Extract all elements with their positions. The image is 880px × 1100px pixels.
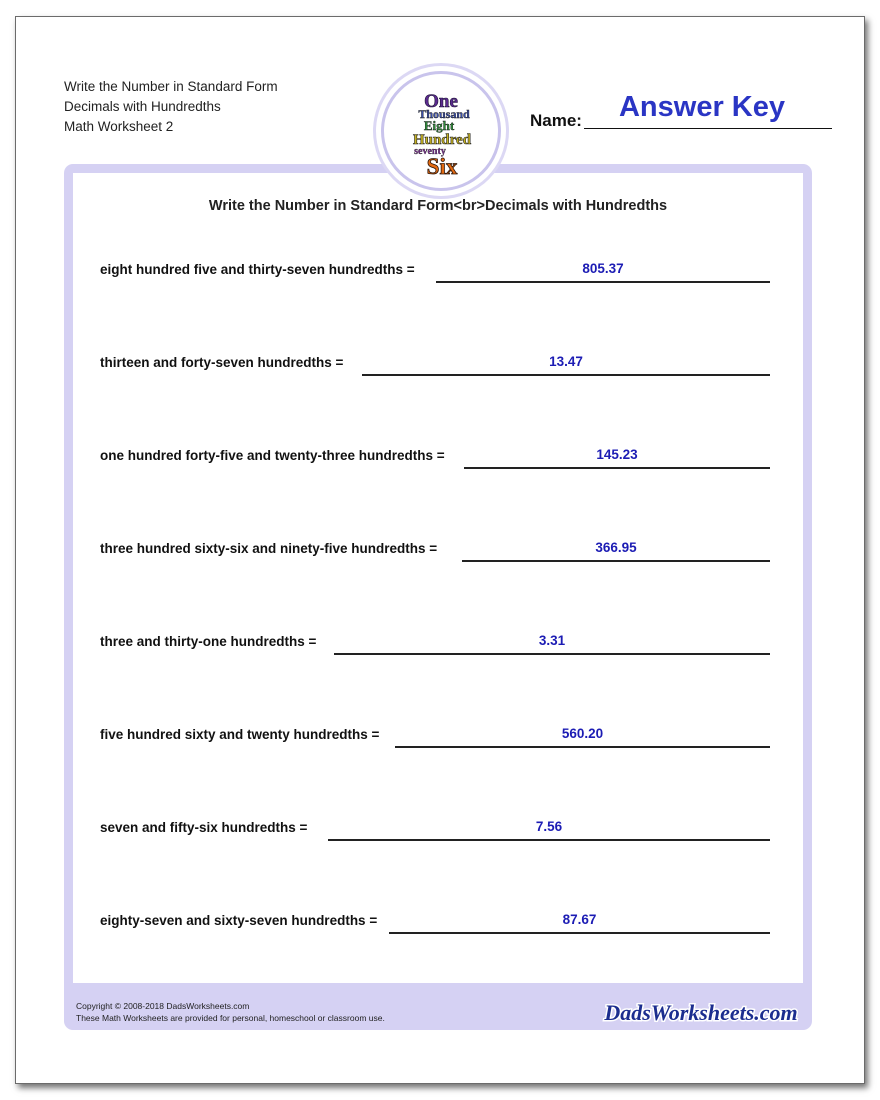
problem-row [100,911,770,941]
problems-title: Write the Number in Standard Form<br>Decimals with Hundredths [208,198,668,214]
logo-word-seventy: seventy [414,146,446,157]
number-words-logo [381,71,501,191]
header-subtitle: Decimals with Hundredths [64,99,221,114]
dadsworksheets-logo [591,994,811,1030]
number-words-logo-graphic [384,74,498,188]
answer-line[interactable] [436,281,770,283]
problem-question: eighty-seven and sixty-seven hundredths = [100,913,378,928]
copyright-text: Copyright © 2008-2018 DadsWorksheets.com [76,1001,250,1011]
problem-question: three hundred sixty-six and ninety-five hundredths = [100,541,438,556]
problem-answer: 145.23 [596,447,638,462]
problem-answer: 87.67 [562,912,597,927]
problem-answer: 560.20 [561,726,604,741]
name-answer-value: Answer Key [618,91,785,123]
header-worksheet-number: Math Worksheet 2 [64,119,174,134]
problem-answer: 366.95 [595,540,637,555]
problem-row [100,446,770,476]
problem-answer: 13.47 [549,354,583,369]
problem-question: eight hundred five and thirty-seven hundredths = [100,262,415,277]
problem-row [100,725,770,755]
worksheet-header [64,77,278,137]
problem-row [100,818,770,848]
header-title: Write the Number in Standard Form [64,79,278,94]
logo-word-six: Six [426,154,458,179]
answer-line[interactable] [334,653,770,655]
answer-line[interactable] [328,839,770,841]
footer-copyright [76,1000,385,1024]
problem-question: seven and fifty-six hundredths = [100,820,308,835]
problem-row [100,260,770,290]
problem-question: thirteen and forty-seven hundredths = [100,355,344,370]
problem-question: three and thirty-one hundredths = [100,634,317,649]
problem-answer: 7.56 [535,819,563,834]
problems-panel [64,164,812,1030]
problem-answer: 805.37 [582,261,624,276]
problem-row [100,539,770,569]
logo-word-eight: Eight [423,118,455,133]
problems-panel-body [73,173,803,983]
problem-row [100,353,770,383]
problem-row [100,632,770,662]
worksheet-page [15,16,865,1084]
answer-line[interactable] [395,746,770,748]
name-label: Name: [530,111,582,130]
problem-question: one hundred forty-five and twenty-three hundredths = [100,448,445,463]
logo-word-hundred: Hundred [412,132,472,148]
answer-line[interactable] [389,932,770,934]
problem-question: five hundred sixty and twenty hundredths = [100,727,380,742]
answer-line[interactable] [464,467,770,469]
answer-line[interactable] [462,560,770,562]
name-input-line[interactable] [584,128,832,129]
problem-answer: 3.31 [538,633,566,648]
answer-line[interactable] [362,374,770,376]
brand-text: DadsWorksheets.com [604,1000,798,1025]
logo-word-one: One [424,91,458,112]
usage-notice: These Math Worksheets are provided for personal, homeschool or classroom use. [76,1013,385,1023]
logo-word-thousand: Thousand [418,107,470,121]
